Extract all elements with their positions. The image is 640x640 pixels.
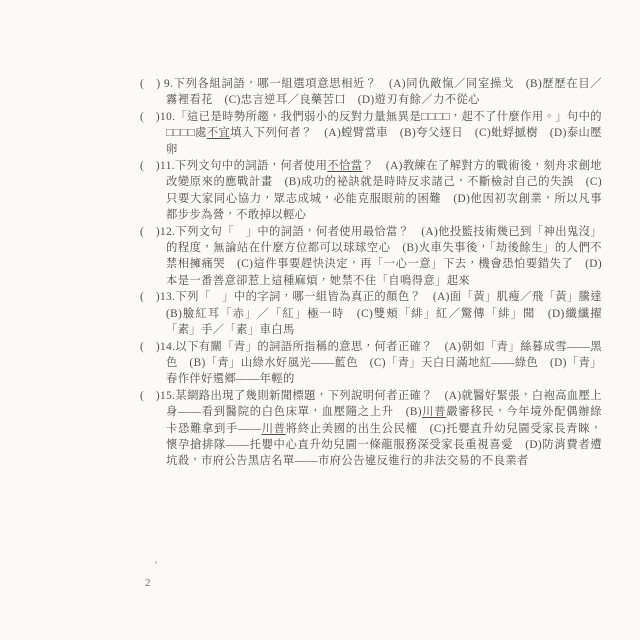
question-text: 下列「 」中的字詞，哪一組皆為真正的顏色？ (A)面「黃」肌瘦／飛「黃」騰達 (B)臉紅耳「赤」／「紅」極一時 (C)雙頰「緋」紅／驚傳「緋」聞 (D)纖纖擢「素」手／「素」車白馬 bbox=[166, 291, 614, 337]
question-text: 下列文句「 」中的詞語，何者使用最恰當？ (A)他投籃技術幾已到「神出鬼沒」的程度，無論站在什麼方位都可以球球空心 (B)火車失事後，「劫後餘生」的人們不禁相擁痛哭 (C)這件事要趕快決定，再「一心一意」下去，機會恐怕要錯失了 (D)本是一番善意卻惹上這種麻煩，她禁不住「自鳴得意」起來 bbox=[166, 225, 603, 287]
question-text: 嚴審移民，今年境外配偶辦綠卡恐難拿到手—— bbox=[166, 406, 603, 435]
question-text: 「這已是時勢所趨，我們弱小的反對力量無異是□□□□，起不了什麼作用。」句中的□□□□處 bbox=[166, 110, 603, 140]
question-text: 下列文句中的詞語，何者使用 bbox=[174, 160, 328, 173]
underlined-term: 不宜 bbox=[206, 127, 231, 140]
question-10 bbox=[140, 109, 602, 158]
answer-blank-9: ( ) 9. bbox=[140, 78, 174, 90]
question-text: 某網路出現了幾則新聞標題，下列說明何者正確？ (A)就醫好緊張，白袍高血壓上身——看到醫院的白色床單，血壓隨之上升 (B) bbox=[166, 389, 603, 419]
scan-artifact-dot bbox=[155, 561, 157, 564]
underlined-term: 不恰當 bbox=[327, 160, 363, 173]
question-14 bbox=[140, 339, 602, 388]
underlined-term: 川普 bbox=[421, 406, 447, 419]
question-list bbox=[140, 76, 614, 470]
answer-blank-15: ( )15. bbox=[140, 389, 176, 402]
question-12 bbox=[140, 224, 602, 290]
question-15 bbox=[140, 388, 602, 470]
question-9 bbox=[140, 76, 602, 109]
question-13 bbox=[140, 289, 614, 338]
answer-blank-13: ( )13. bbox=[140, 291, 176, 304]
question-text: 填入下列何者？ (A)螳臂當車 (B)夸父逐日 (C)蚍蜉撼樹 (D)泰山壓卵 bbox=[166, 127, 602, 156]
question-text: ？ (A)教練在了解對方的戰術後，刻舟求劍地改變原來的應戰計畫 (B)成功的祕訣就是時時反求諸己，不斷檢討自己的失誤 (C)只要大家同心協力，眾志成城，必能克服眼前的困難 (D)他因初次創業，所以凡事都步步為營，不敢掉以輕心 bbox=[166, 160, 602, 222]
question-11 bbox=[140, 158, 602, 224]
question-text: 以下有關「青」的詞語所指稱的意思，何者正確？ (A)朝如「青」絲暮成雪——黑色 (B)「青」山綠水好風光——藍色 (C)「青」天白日滿地紅——綠色 (D)「青」春作伴好還鄉——年輕的 bbox=[166, 340, 603, 386]
underlined-term: 川普 bbox=[261, 422, 286, 435]
page-number: 2 bbox=[145, 577, 151, 589]
question-text: 下列各組詞語，哪一組選項意思相近？ (A)同仇敵愾／同室操戈 (B)歷歷在目／霧裡看花 (C)忠言逆耳／良藥苦口 (D)遊刃有餘／力不從心 bbox=[166, 78, 602, 107]
answer-blank-10: ( )10. bbox=[140, 110, 176, 123]
answer-blank-12: ( )12. bbox=[140, 225, 176, 238]
answer-blank-11: ( )11. bbox=[140, 160, 175, 173]
question-text: 將終止美國的出生公民權 (C)托嬰直升幼兒園受家長青睞，懷孕搶排隊——托嬰中心直升幼兒園一條龍服務深受家長重視喜愛 (D)防消費者遭坑殺，市府公告黑店名單——市府公告違反進行的非法交易的不良業者 bbox=[166, 422, 602, 468]
answer-blank-14: ( )14. bbox=[140, 340, 176, 353]
